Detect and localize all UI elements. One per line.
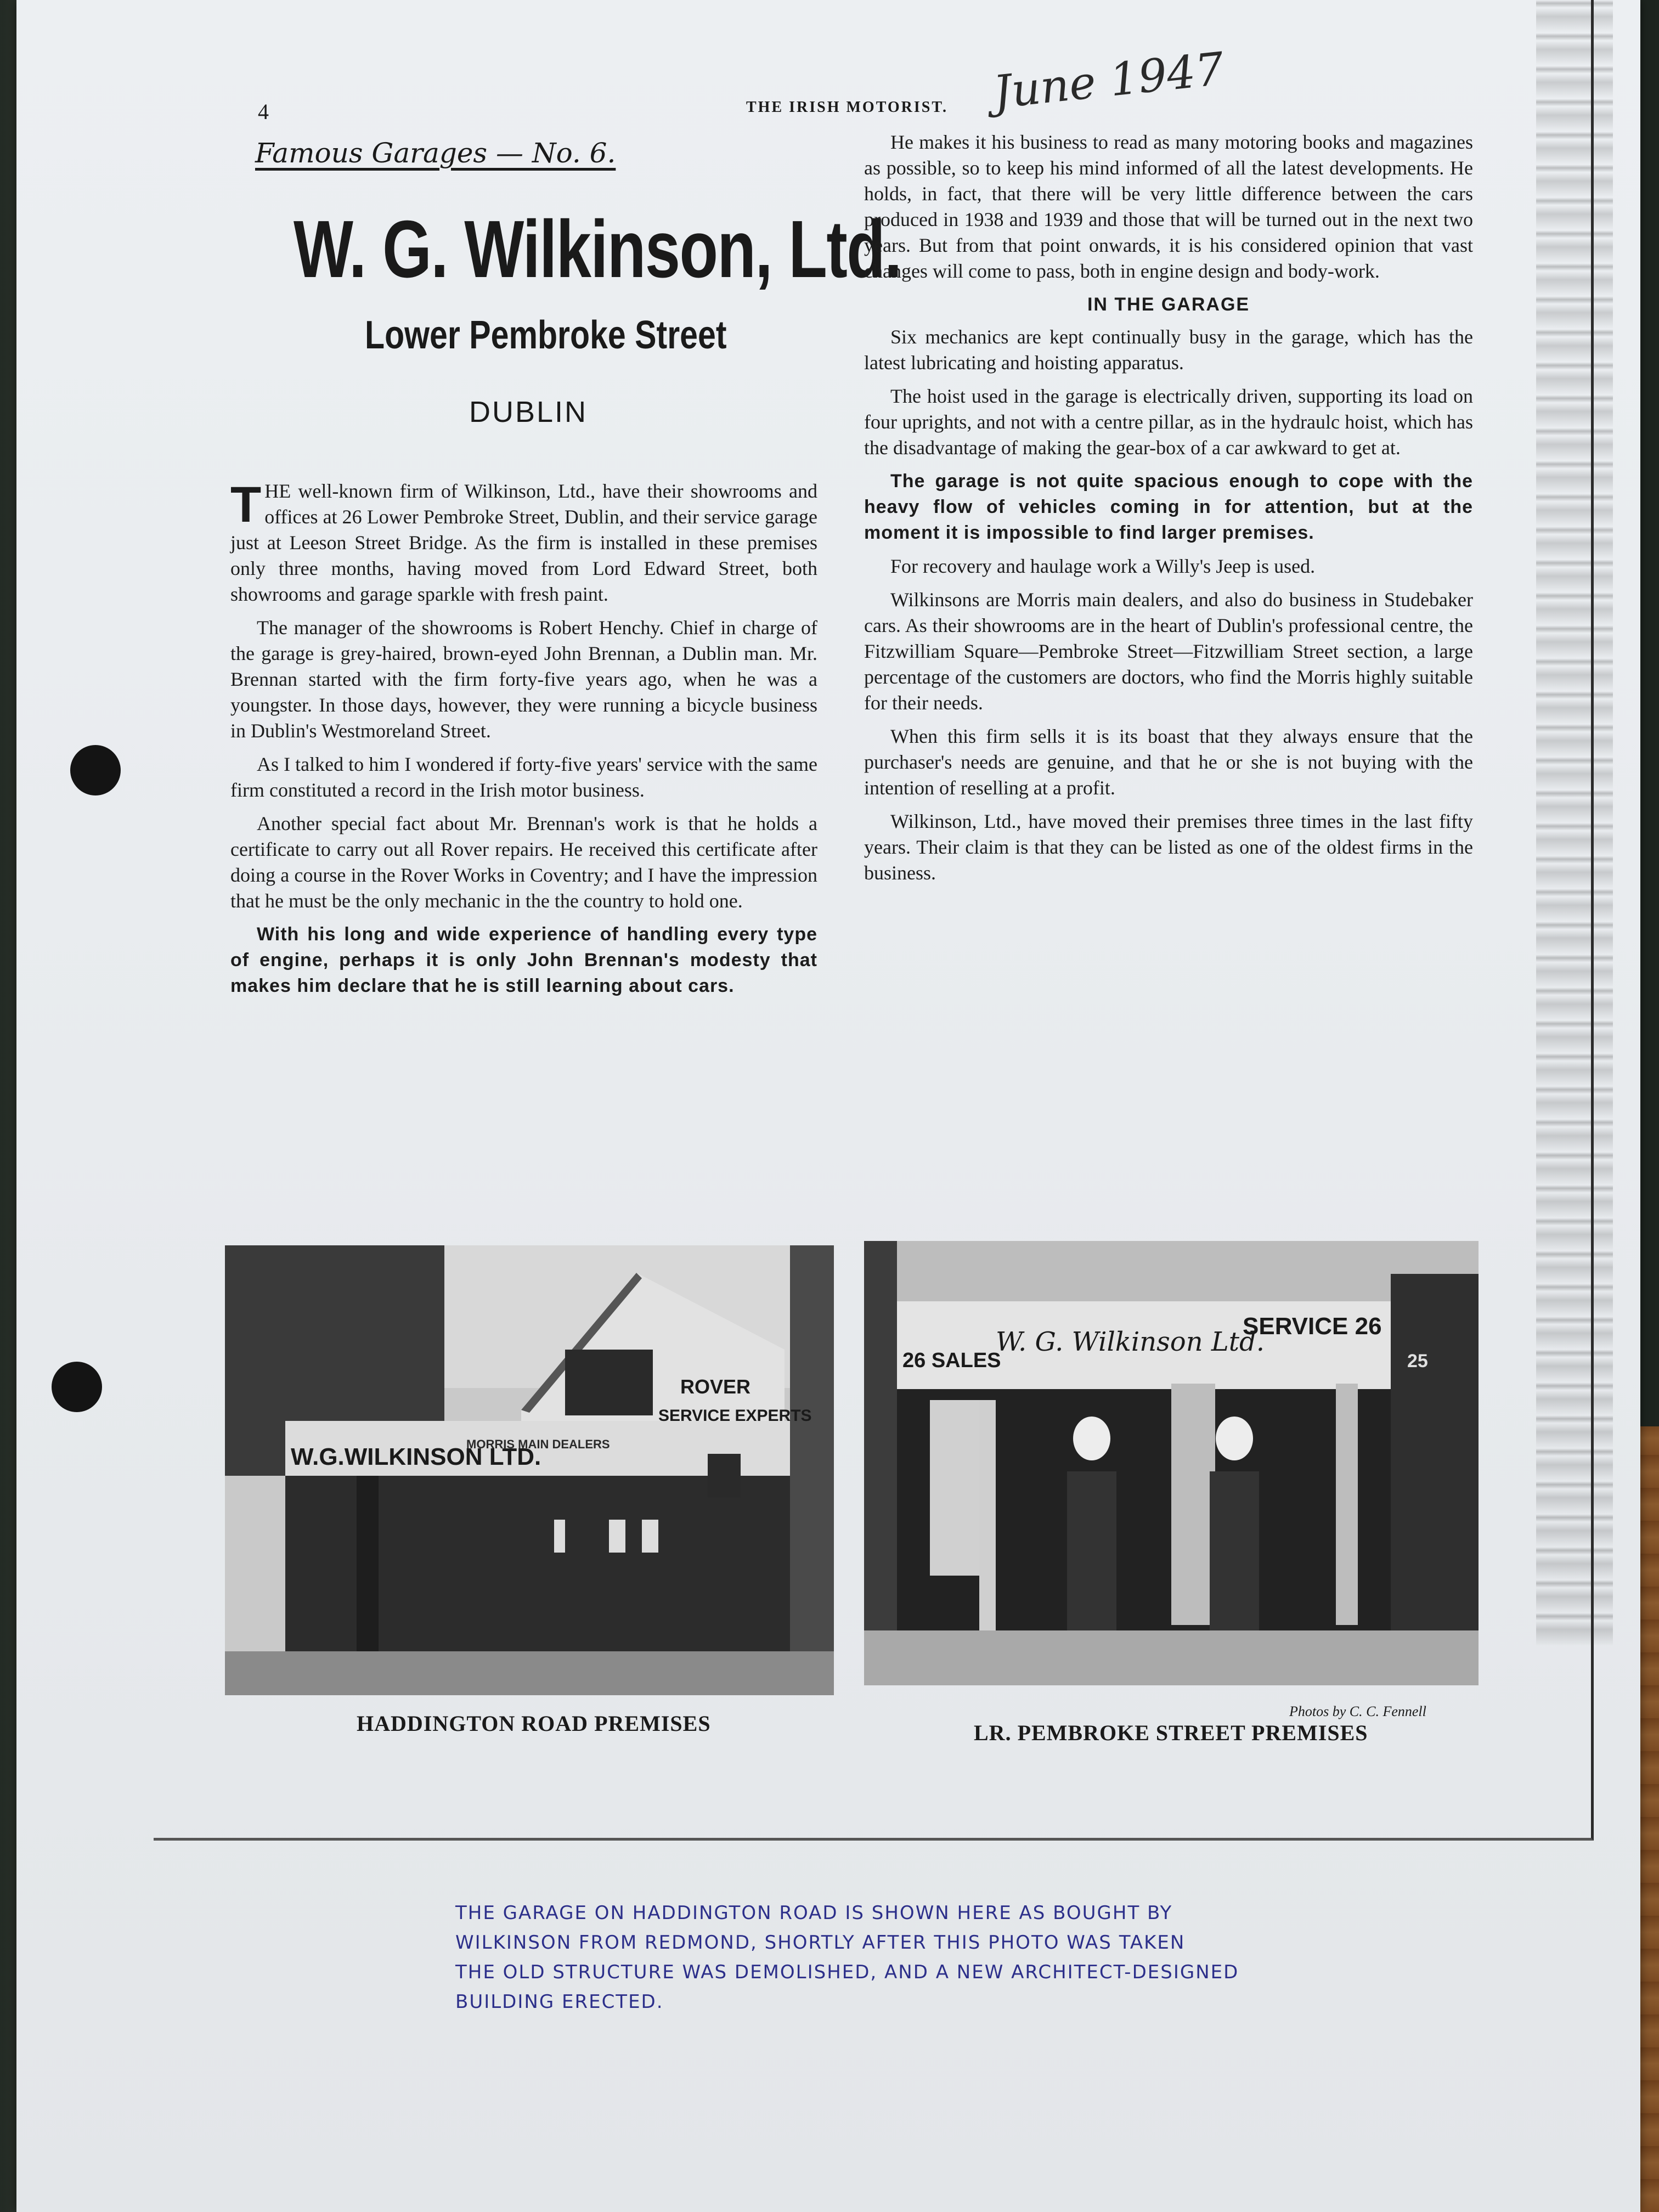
- photo-sign-number: 25: [1407, 1351, 1428, 1372]
- paragraph: Wilkinson, Ltd., have moved their premises three times in the last fifty years. Their claim is that they can be listed as one of the oldest firms in the business.: [864, 810, 1473, 884]
- photo-caption-left: HADDINGTON ROAD PREMISES: [357, 1711, 711, 1736]
- photo-sign-main: W.G.WILKINSON LTD.: [291, 1443, 541, 1470]
- right-article-column: [864, 129, 1473, 894]
- paper-sheet: [16, 0, 1640, 2212]
- paragraph: As I talked to him I wondered if forty-five years' service with the same firm constituted a record in the Irish motor business.: [230, 753, 817, 801]
- page-number: 4: [258, 99, 269, 124]
- paragraph: The manager of the showrooms is Robert Henchy. Chief in charge of the garage is grey-haired, brown-eyed John Brennan, a Dublin man. Mr. Brennan started with the firm forty-five years ago, when he was a youngster. In those days, however, they were running a bicycle business in Dublin's Westmoreland Street.: [230, 617, 817, 742]
- photo-sign-name: W. G. Wilkinson Ltd.: [996, 1327, 1265, 1357]
- paragraph: Wilkinsons are Morris main dealers, and also do business in Studebaker cars. As their showrooms are in the heart of Dublin's professional centre, the Fitzwilliam Square—Pembroke Street—Fitzwilliam Street section, a large percentage of the customers are doctors, who find the Morris highly suitable for their needs.: [864, 589, 1473, 714]
- photo-credit: Photos by C. C. Fennell: [1289, 1703, 1426, 1719]
- firm-name-title: W. G. Wilkinson, Ltd.: [294, 204, 901, 295]
- paragraph: The garage is not quite spacious enough to cope with the heavy flow of vehicles coming in for attention, but at the moment it is impossible to find larger premises.: [864, 471, 1473, 543]
- paragraph: With his long and wide experience of handling every type of engine, perhaps it is only John Brennan's modesty that makes him declare that he is still learning about cars.: [230, 924, 817, 996]
- paragraph: When this firm sells it is its boast that they always ensure that the purchaser's needs are genuine, and that he or she is not buying with the intention of reselling at a profit.: [864, 725, 1473, 799]
- photocopy-smudge: [1536, 0, 1613, 1646]
- photo-sign-rover: ROVER: [680, 1375, 751, 1398]
- photo-caption-right: LR. PEMBROKE STREET PREMISES: [974, 1720, 1368, 1745]
- series-heading: Famous Garages — No. 6.: [255, 137, 616, 169]
- city-subtitle: DUBLIN: [469, 396, 588, 428]
- punch-hole-icon: [70, 745, 121, 795]
- paragraph: The hoist used in the garage is electrically driven, supporting its load on four uprights, and not with a centre pillar, as in the hydraulc hoist, which has the disadvantage of making the gear-box of a car awkward to get at.: [864, 385, 1473, 459]
- note-line: THE GARAGE ON HADDINGTON ROAD IS SHOWN HERE AS BOUGHT BY: [455, 1902, 1173, 1924]
- paragraph: He makes it his business to read as many motoring books and magazines as possible, so to keep his mind informed of all the latest developments. He holds, in fact, that there will be very little difference between the cars produced in 1938 and 1939 and those that will be turned out in the next two years. But from that point onwards, it is his considered opinion that vast changes will come to pass, both in engine design and body-work.: [864, 131, 1473, 282]
- paragraph: THE well-known firm of Wilkinson, Ltd., have their showrooms and offices at 26 Lower Pembroke Street, Dublin, and their service garage just at Leeson Street Bridge. As the firm is installed in these premises only three months, having moved from Lord Edward Street, both showrooms and garage sparkle with fresh paint.: [230, 477, 817, 605]
- handwritten-date: June 1947: [991, 43, 1227, 119]
- handwritten-note: [455, 1898, 1388, 2017]
- photo-sign-sales: 26 SALES: [902, 1349, 1001, 1372]
- punch-hole-icon: [52, 1362, 102, 1412]
- paragraph: Another special fact about Mr. Brennan's work is that he holds a certificate to carry out all Rover repairs. He received this certificate after doing a course in the Rover Works in Coventry; and I have the impression that he must be the only mechanic in the the country to hold one.: [230, 812, 817, 912]
- note-line: WILKINSON FROM REDMOND, SHORTLY AFTER THIS PHOTO WAS TAKEN: [455, 1932, 1186, 1954]
- drop-cap: T: [230, 477, 262, 533]
- photo-sign-service: SERVICE 26: [1243, 1313, 1382, 1340]
- paragraph: Six mechanics are kept continually busy in the garage, which has the latest lubricating and hoisting apparatus.: [864, 326, 1473, 374]
- garage-photo-illustration: [225, 1245, 834, 1695]
- paragraph: For recovery and haulage work a Willy's Jeep is used.: [890, 555, 1316, 577]
- section-subheading: IN THE GARAGE: [1087, 294, 1250, 315]
- street-subtitle: Lower Pembroke Street: [365, 313, 727, 357]
- running-title: THE IRISH MOTORIST.: [746, 99, 948, 116]
- pembroke-street-photo: [864, 1241, 1479, 1685]
- note-line: THE OLD STRUCTURE WAS DEMOLISHED, AND A NEW ARCHITECT-DESIGNED: [455, 1961, 1239, 1983]
- left-article-column: [230, 478, 817, 1007]
- showroom-photo-illustration: [864, 1241, 1479, 1685]
- photo-sign-service: SERVICE EXPERTS: [658, 1407, 812, 1425]
- haddington-road-photo: [225, 1245, 834, 1695]
- note-line: BUILDING ERECTED.: [455, 1991, 664, 2013]
- photo-sign-morris: MORRIS MAIN DEALERS: [466, 1437, 610, 1451]
